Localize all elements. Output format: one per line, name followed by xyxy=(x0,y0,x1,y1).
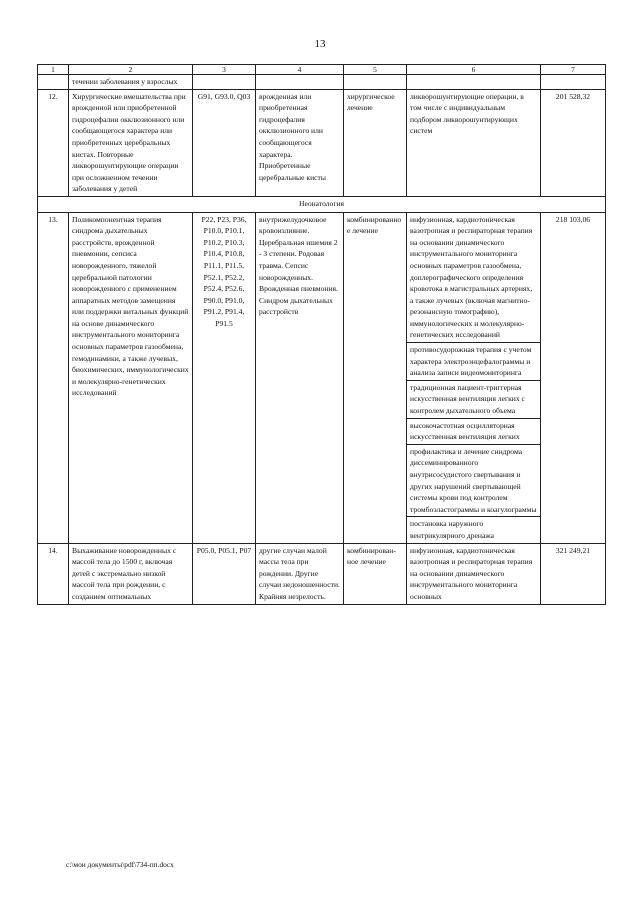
page-number: 13 xyxy=(314,38,326,50)
service-name: Выхаживание новорожденных с массой тела до 1500 г, включая детей с экстремально низкой массой тела при рождении, с созданием оптимальных xyxy=(69,543,193,604)
row-number: 12. xyxy=(38,89,69,196)
treatment-method: профилактика и лечение синдрома диссеминированного внутрисосудистого свертывания и других нарушений свертывающей системы крови под контролем тромбоэластограммы и коагулограммы xyxy=(407,444,541,517)
col-num-1: 1 xyxy=(38,65,69,75)
table-row-14 xyxy=(38,543,606,604)
col-num-4: 4 xyxy=(256,65,344,75)
icd-codes: P22, P23, P36, P10.0, P10.1, P10.2, P10.3, P10.4, P10.8, P11.1, P11.5, P52.1, P52.2, P52.4, P52.6, P90.0, P91.0, P91.2, P91.4, P91.5 xyxy=(193,212,256,543)
section-row xyxy=(38,196,606,212)
treatment-method: ликворошунтирующие операции, в том числе с индивидуальным подбором ликворошунтирующих систем xyxy=(407,89,541,196)
price: 201 528,32 xyxy=(541,89,606,196)
service-name: Поликомпонентная терапия синдрома дыхательных расстройств, врожденной пневмонии, сепсиса новорожденного, тяжелой церебральной патологии новорожденного с применением аппаратных методов замещения или поддержки витальных функций на основе динамического инструментального мониторинга основных параметров газообмена, гемодинамики, а также лучевых, биохимических, иммунологических и молекулярно-генетических исследований xyxy=(69,212,193,543)
continuation-text: течении заболевания у взрослых xyxy=(69,75,193,90)
table-row-12 xyxy=(38,89,606,196)
column-number-row xyxy=(38,65,606,75)
price: 321 249,21 xyxy=(541,543,606,604)
service-name: Хирургические вмешательства при врожденной или приобретенной гидроцефалии окклюзионного или сообщающегося характера или приобретенных церебральных кистах. Повторные ликворошунтирующие операции при осложненном течении заболевания у детей xyxy=(69,89,193,196)
col-num-5: 5 xyxy=(344,65,407,75)
treatment-type: комбинирован-ное лечение xyxy=(344,543,407,604)
col-num-7: 7 xyxy=(541,65,606,75)
services-table xyxy=(37,64,606,605)
treatment-method: противосудорожная терапия с учетом характера электроэнцефалограммы и анализа записи видеомониторинга xyxy=(407,343,541,381)
col-num-2: 2 xyxy=(69,65,193,75)
treatment-type: комбинированное лечение xyxy=(344,212,407,543)
treatment-method: традиционная пациент-триггерная искусственная вентиляция легких с контролем дыхательного объема xyxy=(407,380,541,418)
continuation-row xyxy=(38,75,606,90)
patient-model: врожденная или приобретенная гидроцефалия окклюзионного или сообщающегося характера. Приобретенные церебральные кисты xyxy=(256,89,344,196)
section-title: Неонатология xyxy=(38,196,606,212)
icd-codes: G91, G93.0, Q03 xyxy=(193,89,256,196)
col-num-3: 3 xyxy=(193,65,256,75)
treatment-method: инфузионная, кардиотоническая вазотропная и респираторная терапия на основании динамического инструментального мониторинга основных параметров газообмена, доплерографического определения кровотока в магистральных артериях, а также лучевых (включая магнитно-резонансную томографию), иммунологических и молекулярно-генетических исследований xyxy=(407,212,541,343)
treatment-method: инфузионная, кардиотоническая вазотропная и респираторная терапия на основании динамического инструментального мониторинга основных xyxy=(407,543,541,604)
row-number: 13. xyxy=(38,212,69,543)
treatment-method: постановка наружного вентрикулярного дренажа xyxy=(407,517,541,543)
row-number: 14. xyxy=(38,543,69,604)
patient-model: другие случаи малой массы тела при рождении. Другие случаи недоношенности. Крайняя незрелость. xyxy=(256,543,344,604)
icd-codes: P05.0, P05.1, P07 xyxy=(193,543,256,604)
treatment-method: высокочастотная осцилляторная искусственная вентиляция легких xyxy=(407,418,541,444)
col-num-6: 6 xyxy=(407,65,541,75)
table-row-13 xyxy=(38,212,606,343)
price: 218 103,06 xyxy=(541,212,606,543)
treatment-type: хирургическое лечение xyxy=(344,89,407,196)
patient-model: внутрижелудочковое кровоизлияние. Церебральная ишемия 2 - 3 степени. Родовая травма. Сепсис новорожденных. Врожденная пневмония. Синдром дыхательных расстройств xyxy=(256,212,344,543)
file-path-footer: c:\мои документы\pdf\734-пп.docx xyxy=(66,860,174,869)
